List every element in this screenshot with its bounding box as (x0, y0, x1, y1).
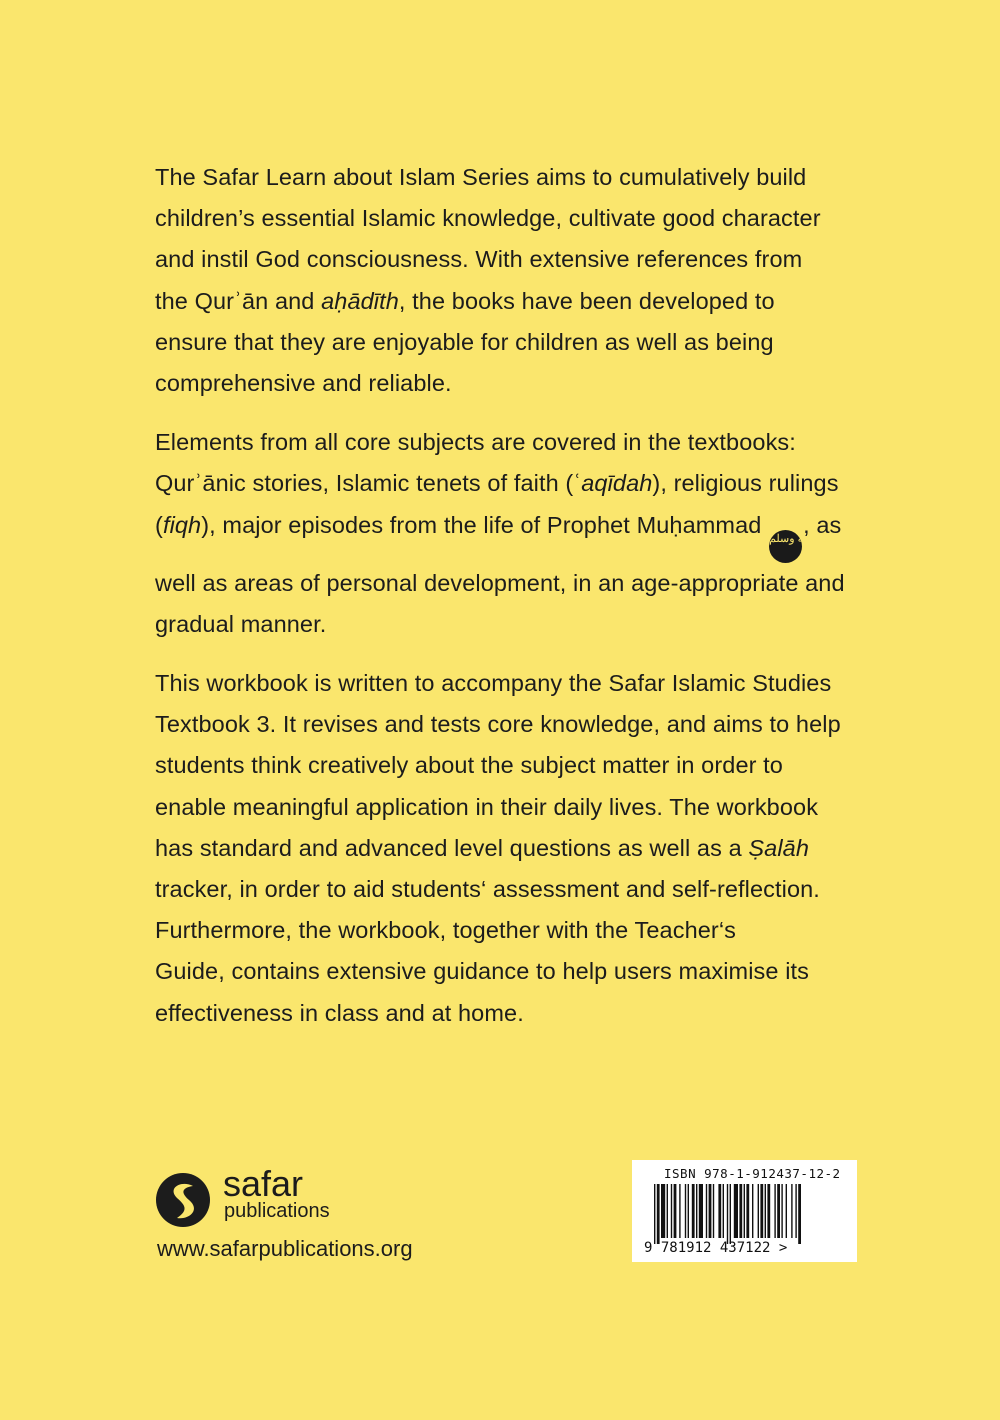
isbn-barcode (632, 1160, 857, 1262)
barcode-bar (685, 1184, 686, 1238)
barcode-bar (667, 1184, 668, 1238)
text-line: comprehensive and reliable. (155, 370, 452, 397)
barcode-bar (727, 1184, 728, 1244)
barcode-bar (781, 1184, 782, 1238)
salawat-symbol-icon: صلى الله عليه وسلم (769, 530, 802, 563)
text-line: has standard and advanced level questions as well as a Ṣalāh (155, 834, 809, 861)
barcode-bar (679, 1184, 680, 1238)
barcode-digits: 9 781912 437122 > (644, 1240, 788, 1256)
blurb (155, 157, 875, 1052)
barcode-bar (657, 1184, 660, 1244)
barcode-bar (758, 1184, 759, 1238)
barcode-bar (692, 1184, 695, 1238)
text-line: well as areas of personal development, in an age-appropriate and (155, 569, 845, 596)
text-line: and instil God consciousness. With extensive references from (155, 246, 803, 273)
publisher-name: safar (223, 1163, 304, 1204)
text-line: The Safar Learn about Islam Series aims to cumulatively build (155, 164, 807, 190)
italic-term: fiqh (162, 511, 202, 538)
barcode-bar (709, 1184, 712, 1238)
italic-term: aqīdah (581, 470, 653, 497)
barcode-bar (739, 1184, 742, 1238)
barcode-bar (706, 1184, 707, 1238)
barcode-bar (765, 1184, 766, 1238)
barcode-bar (671, 1184, 672, 1238)
text-line: the Qurʾān and aḥādīth, the books have been developed to (155, 287, 775, 314)
barcode-bar (767, 1184, 770, 1238)
barcode-bar (746, 1184, 749, 1238)
text-line: gradual manner. (155, 610, 327, 637)
blurb-paragraph-3 (155, 663, 875, 1034)
publisher-logo (155, 1163, 385, 1230)
barcode-bar (791, 1184, 792, 1238)
barcode-bar (713, 1184, 714, 1238)
barcode-bar (786, 1184, 787, 1238)
text-line: tracker, in order to aid students‘ assessment and self-reflection. (155, 876, 820, 903)
barcode-bar (674, 1184, 677, 1238)
text-line: (fiqh), major episodes from the life of Prophet Muḥammad صلى الله عليه وسلم, as (155, 505, 875, 563)
barcode-bar (774, 1184, 775, 1238)
barcode-bar (798, 1184, 801, 1244)
barcode-bar (699, 1184, 703, 1238)
barcode-bar (661, 1184, 665, 1238)
barcode-bar (752, 1184, 753, 1238)
blurb-paragraph-1 (155, 157, 875, 404)
website-link[interactable]: www.safarpublications.org (157, 1236, 413, 1261)
barcode-bar (734, 1184, 738, 1238)
barcode-bar (760, 1184, 763, 1238)
text-line: Textbook 3. It revises and tests core knowledge, and aims to help (155, 711, 841, 738)
blurb-paragraph-2 (155, 422, 875, 645)
barcode-bar (696, 1184, 697, 1238)
text-line: students think creatively about the subject matter in order to (155, 752, 783, 779)
text-line: enable meaningful application in their daily lives. The workbook (155, 793, 819, 820)
barcode-bar (795, 1184, 796, 1238)
barcode-bar (654, 1184, 655, 1244)
barcode-bar (744, 1184, 745, 1238)
text-line: effectiveness in class and at home. (155, 999, 524, 1026)
safar-logo-icon (155, 1172, 211, 1228)
isbn-label: ISBN 978-1-912437-12-2 (664, 1166, 841, 1181)
barcode-bar (730, 1184, 731, 1244)
text-line: Guide, contains extensive guidance to help users maximise its (155, 958, 809, 985)
barcode-bar (723, 1184, 724, 1238)
text-line: children’s essential Islamic knowledge, cultivate good character (155, 205, 821, 232)
text-line: ensure that they are enjoyable for children as well as being (155, 328, 774, 355)
italic-term: aḥādīth (321, 287, 399, 314)
barcode-bar (777, 1184, 780, 1238)
barcode-bar (688, 1184, 689, 1238)
barcode-bar (718, 1184, 721, 1238)
text-line: Furthermore, the workbook, together with the Teacher‘s (155, 917, 737, 944)
text-line: This workbook is written to accompany the Safar Islamic Studies (155, 670, 832, 697)
text-line: Qurʾānic stories, Islamic tenets of faith (ʿaqīdah), religious rulings (155, 470, 839, 497)
text-line: Elements from all core subjects are covered in the textbooks: (155, 429, 796, 456)
italic-term: Ṣalāh (748, 834, 809, 861)
publisher-subtitle: publications (224, 1200, 330, 1222)
